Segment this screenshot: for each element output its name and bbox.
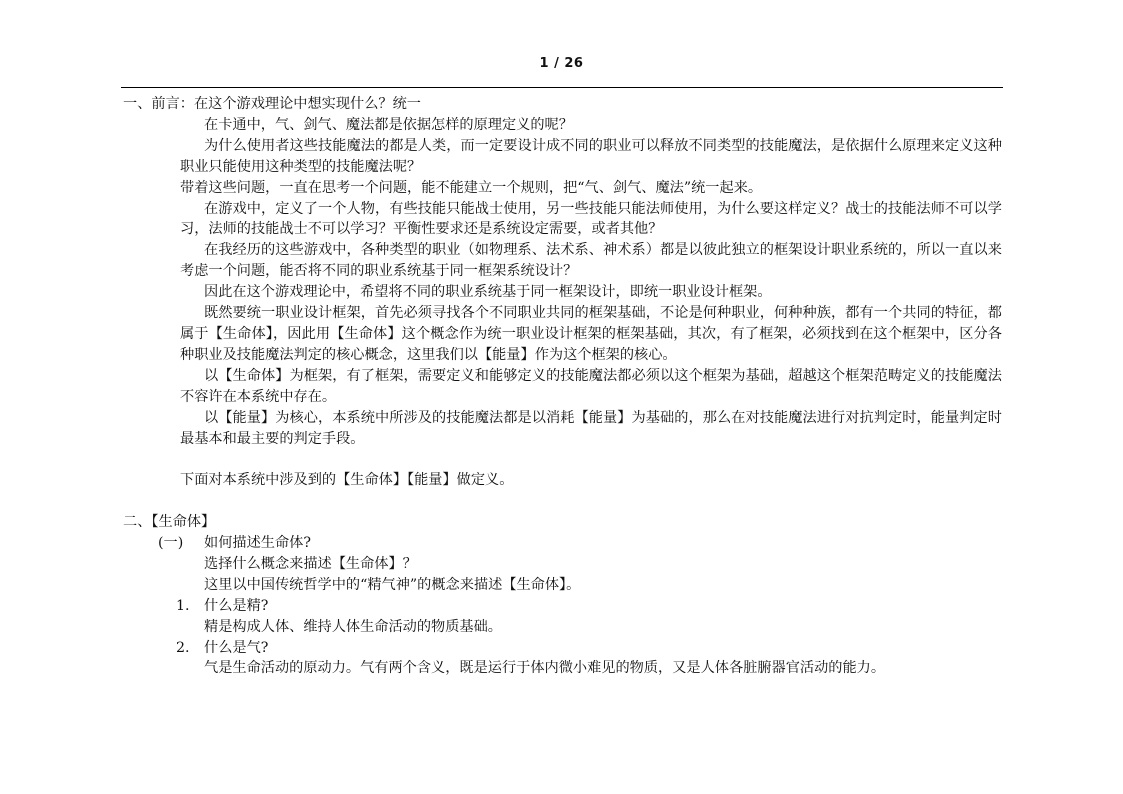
section-1-closing: 下面对本系统中涉及到的【生命体】【能量】做定义。 (180, 472, 514, 489)
paragraph: 因此在这个游戏理论中，希望将不同的职业系统基于同一框架设计，即统一职业设计框架。 (204, 284, 772, 301)
paragraph: 以【能量】为核心，本系统中所涉及的技能魔法都是以消耗【能量】为基础的，那么在对技能魔法进行对抗判定时，能量判定时最基本和最主要的判定手段。 (180, 409, 1002, 447)
blank-line (0, 449, 1123, 470)
list-item-1-text: 精是构成人体、维持人体生命活动的物质基础。 (204, 618, 502, 635)
list-item-2-text: 气是生命活动的原动力。气有两个含义，既是运行于体内微小难见的物质，又是人体各脏腑器官活动的能力。 (204, 660, 886, 677)
paragraph: 带着这些问题，一直在思考一个问题，能不能建立一个规则，把“气、剑气、魔法”统一起来。 (180, 179, 763, 196)
blank-line (0, 491, 1123, 512)
subsection-title-text: 如何描述生命体? (204, 535, 311, 551)
paragraph: 为什么使用者这些技能魔法的都是人类，而一定要设计成不同的职业可以释放不同类型的技能魔法，是依据什么原理来定义这种职业只能使用这种类型的技能魔法呢？ (180, 137, 1002, 175)
paragraph: 既然要统一职业设计框架，首先必须寻找各个不同职业共同的框架基础，不论是何种职业，何种种族，都有一个共同的特征，都属于【生命体】，因此用【生命体】这个概念作为统一职业设计框架的框架基础，其次，有了框架，必须找到在这个框架中，区分各种职业及技能魔法判定的核心概念，这里我们以【能量】作为这个框架的核心。 (180, 305, 1002, 363)
document-body (0, 94, 1123, 679)
list-number: 1. (176, 597, 190, 614)
subsection-1-title (0, 533, 1123, 554)
header-divider (121, 87, 1003, 88)
section-1-heading: 一、前言：在这个游戏理论中想实现什么？统一 (123, 96, 421, 112)
list-number: 2. (176, 639, 190, 656)
paragraph: 在游戏中，定义了一个人物，有些技能只能战士使用，另一些技能只能法师使用，为什么要这样定义？战士的技能法师不可以学习，法师的技能战士不可以学习？平衡性要求还是系统设定需要，或者其他？ (180, 200, 1002, 238)
subsection-marker: (一) (158, 535, 184, 551)
paragraph: 在卡通中，气、剑气、魔法都是依据怎样的原理定义的呢？ (204, 116, 573, 133)
page-number: 1 / 26 (539, 56, 584, 71)
list-item-title-text: 什么是精? (204, 597, 269, 614)
list-item-1-title (0, 596, 1123, 617)
list-item-2-title (0, 638, 1123, 659)
paragraph: 以【生命体】为框架，有了框架，需要定义和能够定义的技能魔法都必须以这个框架为基础，超越这个框架范畴定义的技能魔法不容许在本系统中存在。 (180, 367, 1002, 405)
section-2-heading: 二、【生命体】 (123, 514, 216, 531)
paragraph: 这里以中国传统哲学中的“精气神”的概念来描述【生命体】。 (204, 576, 581, 593)
list-item-title-text: 什么是气? (204, 639, 269, 656)
paragraph: 在我经历的这些游戏中，各种类型的职业（如物理系、法术系、神术系）都是以彼此独立的框架设计职业系统的，所以一直以来考虑一个问题，能否将不同的职业系统基于同一框架系统设计？ (180, 242, 1002, 280)
paragraph: 选择什么概念来描述【生命体】？ (204, 555, 417, 572)
